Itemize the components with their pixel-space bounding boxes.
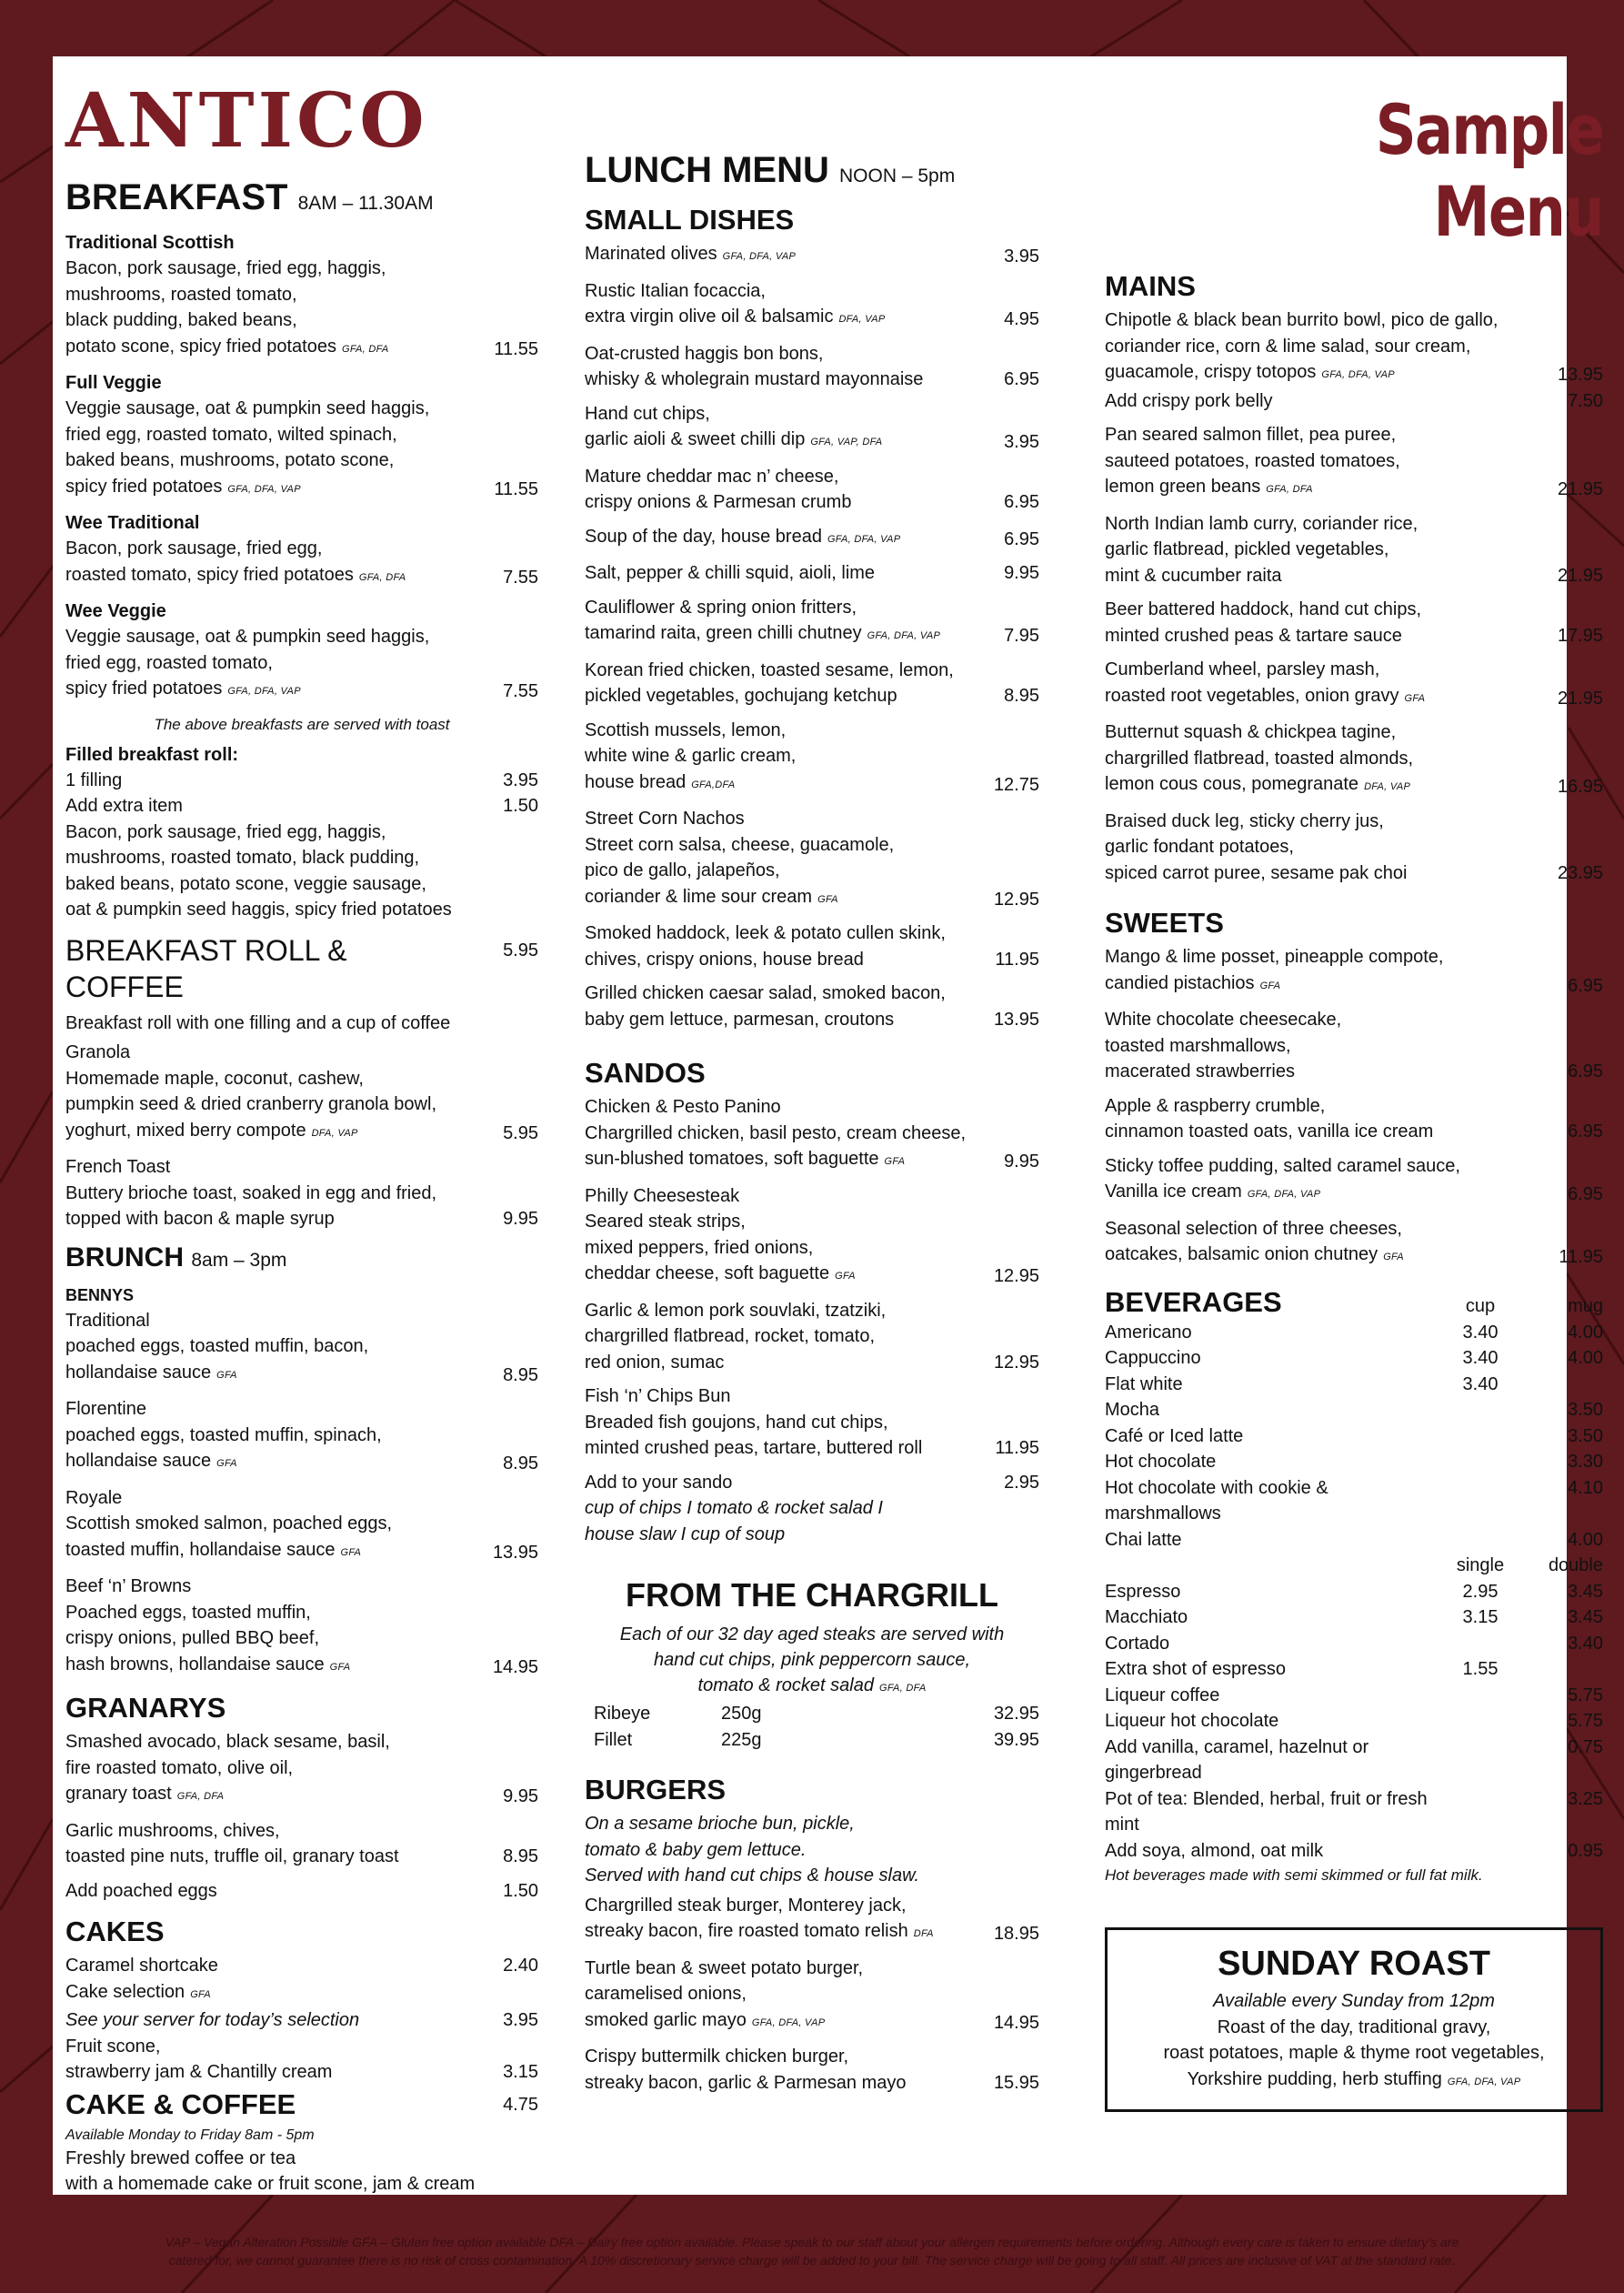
menu-line: coriander rice, corn & lime salad, sour cream, [1105, 336, 1471, 357]
menu-item [585, 1383, 1039, 1462]
bennys-label: BENNYS [65, 1285, 135, 1304]
menu-item [585, 278, 1039, 333]
menu-line: sun-blushed tomatoes, soft baguette GFA 9.95 [585, 1149, 1039, 1172]
menu-line: Buttery brioche toast, soaked in egg and fried, [65, 1182, 437, 1203]
steak-row: Fillet 225g 39.95 [594, 1729, 1039, 1750]
menu-line: Marinated olives GFA, DFA, VAP 3.95 [585, 244, 1039, 267]
menu-line: toasted pine nuts, truffle oil, granary toast 8.95 [65, 1846, 538, 1866]
menu-line: Fish ‘n’ Chips Bun [585, 1386, 731, 1406]
small-dishes-items [585, 241, 1039, 1032]
menu-item [1105, 1093, 1603, 1145]
granarys-title: GRANARYS [65, 1692, 226, 1724]
beverage-row: Cappuccino 3.40 4.00 [1105, 1348, 1603, 1368]
menu-item [1105, 944, 1603, 999]
beverage-row: Mocha 3.50 [1105, 1400, 1603, 1420]
menu-line: pico de gallo, jalapeños, [585, 860, 780, 880]
brunch-title: BRUNCH 8am – 3pm [65, 1242, 287, 1272]
column-left: ANTICO BREAKFAST 8AM – 11.30AM Traditional Scottish Bacon, pork sausage, fried egg, haggis, mushrooms, roasted tomato, black pudding, baked beans, potato scone, spicy fried potatoes GFA, DFA 11.55 Full Veggie Veggie sausage, oat & pumpkin seed haggis, fried egg, roasted tomato, wilted spinach, baked beans, mushrooms, potato scone, spicy fried potatoes GFA, DFA, VAP 11.55 Wee Traditional Bacon, pork sausage, fried egg, roasted tomato, spicy fried potatoes GFA, DFA 7.55 Wee Veggie Veggie sausage, oat & pumpkin seed haggis, fried egg, roasted tomato, spicy fried potatoes GFA, DFA, VAP 7.55 The above breakfasts are served with toast Filled breakfast roll: 1 filling 3.95 Add extra item 1.50 Bacon, pork sausage, fried egg, haggis, mushrooms, roasted tomato, black pudding, baked beans, potato scone, veggie sausage, oat & pumpkin seed haggis, spicy fried potatoes BREAKFAST ROLL & COFFEE 5.95 Breakfast roll with one filling and a cup of coffee Granola Homemade maple, coconut, cashew, pumpkin seed & dried cranberry granola bowl, yoghurt, mixed berry compote DFA, VAP 5.95 French Toast Buttery brioche toast, soaked in egg and fried, topped with bacon & maple syrup 9.95 BRUNCH 8am – 3pm BENNYS Traditional poached eggs, toasted muffin, bacon, hollandaise sauce GFA 8.95 Florentine poached eggs, toasted muffin, spinach, hollandaise sauce GFA 8.95 Royale Scottish smoked salmon, poached eggs, toasted muffin, hollandaise sauce GFA 13.95 Beef ‘n’ Browns Poached eggs, toasted muffin, crispy onions, pulled BBQ beef, hash browns, hollandaise sauce GFA 14.95 GRANARYS Smashed avocado, black sesame, basil, fire roasted tomato, olive oil, granary toast GFA, DFA 9.95 Garlic mushrooms, chives, toasted pine nuts, truffle oil, granary toast 8.95 Add poached eggs 1.50 CAKES Caramel shortcake 2.40 Cake selection GFA See your server for today’s selection 3.95 Fruit scone, strawberry jam & Chantilly cream 3.15 CAKE & COFFEE 4.75 Available Monday to Friday 8am - 5pm Freshly brewed coffee or tea with a homemade cake or fruit scone, jam & cream [65, 77, 538, 2194]
menu-item [1105, 719, 1603, 800]
beverage-row: Add soya, almond, oat milk 0.95 [1105, 1840, 1603, 1861]
beverage-row: Chai latte 4.00 [1105, 1529, 1603, 1550]
beverage-note: Hot beverages made with semi skimmed or full fat milk. [1105, 1866, 1483, 1884]
menu-line: Apple & raspberry crumble, [1105, 1095, 1326, 1116]
menu-line: Veggie sausage, oat & pumpkin seed haggis, [65, 627, 430, 647]
burgers-title: BURGERS [585, 1774, 727, 1805]
menu-line: spicy fried potatoes GFA, DFA, VAP 11.55 [65, 476, 538, 499]
menu-line: baked beans, mushrooms, potato scone, [65, 450, 395, 470]
menu-line: mushrooms, roasted tomato, [65, 284, 297, 305]
menu-line: Philly Cheesesteak [585, 1185, 740, 1206]
column-middle: LUNCH MENU NOON – 5pm SMALL DISHES Marinated olives GFA, DFA, VAP 3.95 Rustic Italian focaccia, extra virgin olive oil & balsamic DFA, VAP 4.95 Oat-crusted haggis bon bons, whisky & wholegrain mustard mayonnaise 6.95 Hand cut chips, garlic aioli & sweet chilli dip GFA, VAP, DFA 3.95 Mature cheddar mac n’ cheese, crispy onions & Parmesan crumb 6.95 Soup of the day, house bread GFA, DFA, VAP 6.95 Salt, pepper & chilli squid, aioli, lime 9.95 Cauliflower & spring onion fritters, tamarind raita, green chilli chutney GFA, DFA, VAP 7.95 Korean fried chicken, toasted sesame, lemon, pickled vegetables, gochujang ketchup 8.95 Scottish mussels, lemon, white wine & garlic cream, house bread GFA,DFA 12.75 Street Corn Nachos Street corn salsa, cheese, guacamole, pico de gallo, jalapeños, coriander & lime sour cream GFA 12.95 Smoked haddock, leek & potato cullen skink, chives, crispy onions, house bread 11.95 Grilled chicken caesar salad, smoked bacon, baby gem lettuce, parmesan, croutons 13.95 SANDOS Chicken & Pesto Panino Chargrilled chicken, basil pesto, cream cheese, sun-blushed tomatoes, soft baguette GFA 9.95 Philly Cheesesteak Seared steak strips, mixed peppers, fried onions, cheddar cheese, soft baguette GFA 12.95 Garlic & lemon pork souvlaki, tzatziki, chargrilled flatbread, rocket, tomato, red onion, sumac 12.95 Fish ‘n’ Chips Bun Breaded fish goujons, hand cut chips, minted crushed peas, tartare, buttered roll 11.95 Add to your sando 2.95 cup of chips I tomato & rocket salad I house slaw I cup of soup FROM THE CHARGRILL Each of our 32 day aged steaks are served with hand cut chips, pink peppercorn sauce, tomato & rocket salad GFA, DFA Ribeye 250g 32.95 Fillet 225g 39.95 BURGERS On a sesame brioche bun, pickle, tomato & baby gem lettuce. Served with hand cut chips & house slaw. Chargrilled steak burger, Monterey jack, streaky bacon, fire roasted tomato relish DFA 18.95 Turtle bean & sweet potato burger, caramelised onions, smoked garlic mayo GFA, DFA, VAP 14.95 Crispy buttermilk chicken burger, streaky bacon, garlic & Parmesan mayo 15.95 [585, 140, 1039, 2104]
menu-item [585, 806, 1039, 912]
menu-line: Scottish mussels, lemon, [585, 719, 787, 740]
menu-line: guacamole, crispy totopos GFA, DFA, VAP 13.95 [1105, 362, 1603, 385]
menu-line: extra virgin olive oil & balsamic DFA, VAP 4.95 [585, 307, 1039, 329]
menu-item [585, 524, 1039, 553]
menu-line: Seared steak strips, [585, 1212, 746, 1232]
menu-line: chargrilled flatbread, toasted almonds, [1105, 748, 1414, 769]
menu-line: Scottish smoked salmon, poached eggs, [65, 1514, 393, 1534]
menu-line: Add crispy pork belly 7.50 [1105, 390, 1603, 411]
menu-line: pickled vegetables, gochujang ketchup 8.95 [585, 686, 1039, 706]
brunch-items [65, 1308, 538, 1681]
sweets-items [1105, 944, 1603, 1271]
menu-line: hash browns, hollandaise sauce GFA 14.95 [65, 1654, 538, 1677]
menu-line: cinnamon toasted oats, vanilla ice cream 6.95 [1105, 1121, 1603, 1141]
menu-item [585, 718, 1039, 799]
menu-item [585, 1956, 1039, 2037]
menu-line: granary toast GFA, DFA 9.95 [65, 1784, 538, 1806]
beverages-rows-a [1105, 1320, 1603, 1554]
burger-items [585, 1893, 1039, 2097]
menu-item [1105, 307, 1603, 414]
menu-item [585, 560, 1039, 587]
menu-item [585, 595, 1039, 649]
menu-line: Chipotle & black bean burrito bowl, pico de gallo, [1105, 310, 1499, 330]
menu-item [65, 1818, 538, 1870]
menu-line: garlic flatbread, pickled vegetables, [1105, 539, 1389, 559]
menu-item [1105, 657, 1603, 711]
menu-line: Garlic & lemon pork souvlaki, tzatziki, [585, 1300, 887, 1321]
menu-line: crispy onions, pulled BBQ beef, [65, 1628, 320, 1648]
allergen-footer: VAP – Vegan Alteration Possible GFA – Gluten free option available DFA – Dairy free option available. Please speak to our staff about your allergen requirements before ordering. Although every care is taken to ensure dietary’s are catered for, we cannot guarantee there is no risk of cross contamination. A 10% discretionary service charge will be added to your bill. The service charge will be going to all staff. All prices are inclusive of VAT at the standard rate. [165, 2235, 1459, 2268]
menu-line: Mature cheddar mac n’ cheese, [585, 466, 839, 487]
menu-line: mixed peppers, fried onions, [585, 1237, 814, 1258]
menu-item: Royale Scottish smoked salmon, poached eggs, toasted muffin, hollandaise sauce GFA 13.95 [65, 1485, 538, 1566]
menu-line: garlic aioli & sweet chilli dip GFA, VAP, DFA 3.95 [585, 429, 1039, 452]
menu-line: Chargrilled chicken, basil pesto, cream cheese, [585, 1122, 967, 1143]
menu-line: Veggie sausage, oat & pumpkin seed haggis, [65, 398, 430, 418]
menu-line: smoked garlic mayo GFA, DFA, VAP 14.95 [585, 2009, 1039, 2033]
logo: ANTICO [65, 77, 428, 165]
menu-line: Hand cut chips, [585, 403, 710, 424]
beverage-row: Espresso 2.95 3.45 [1105, 1581, 1603, 1602]
menu-item [1105, 511, 1603, 589]
menu-line: baby gem lettuce, parmesan, croutons 13.95 [585, 1009, 1039, 1030]
menu-line: mint & cucumber raita 21.95 [1105, 565, 1603, 586]
menu-item [585, 658, 1039, 709]
beverage-row: Hot chocolate 3.30 [1105, 1452, 1603, 1472]
menu-line: house bread GFA,DFA 12.75 [585, 771, 1039, 795]
menu-item [585, 341, 1039, 393]
menu-item [585, 1094, 1039, 1175]
menu-line: Oat-crusted haggis bon bons, [585, 343, 824, 364]
menu-line: chargrilled flatbread, rocket, tomato, [585, 1326, 876, 1346]
menu-line: Smashed avocado, black sesame, basil, [65, 1732, 390, 1752]
breakfast-items [65, 230, 538, 705]
menu-line: Korean fried chicken, toasted sesame, lemon, [585, 659, 954, 680]
menu-line: Mango & lime posset, pineapple compote, [1105, 947, 1444, 967]
beverage-row: Macchiato 3.15 3.45 [1105, 1607, 1603, 1627]
menu-line: Vanilla ice cream GFA, DFA, VAP 6.95 [1105, 1182, 1603, 1204]
menu-item: Wee Veggie Veggie sausage, oat & pumpkin seed haggis, fried egg, roasted tomato, spicy fried potatoes GFA, DFA, VAP 7.55 [65, 598, 538, 705]
menu-line: tamarind raita, green chilli chutney GFA, DFA, VAP 7.95 [585, 623, 1039, 646]
menu-line: mushrooms, roasted tomato, black pudding, [65, 848, 420, 868]
menu-item [585, 1893, 1039, 1947]
menu-line: sauteed potatoes, roasted tomatoes, [1105, 450, 1400, 471]
menu-line: spiced carrot puree, sesame pak choi 23.95 [1105, 862, 1603, 883]
menu-line: Poached eggs, toasted muffin, [65, 1602, 311, 1623]
mains-items [1105, 307, 1603, 886]
sunday-roast-box: SUNDAY ROAST Available every Sunday from 12pm Roast of the day, traditional gravy, roast potatoes, maple & thyme root vegetables, Yorkshire pudding, herb stuffing GFA, DFA, VAP [1105, 1927, 1603, 2112]
roll-coffee-desc: Breakfast roll with one filling and a cup of coffee [65, 1012, 451, 1033]
menu-line: roasted root vegetables, onion gravy GFA 21.95 [1105, 685, 1603, 709]
menu-line: poached eggs, toasted muffin, spinach, [65, 1424, 382, 1445]
cake-coffee-title: CAKE & COFFEE 4.75 [65, 2087, 538, 2120]
beverage-row: Add vanilla, caramel, hazelnut or gingerbread 0.75 [1105, 1736, 1603, 1783]
sunday-roast-title: SUNDAY ROAST [1218, 1945, 1490, 1983]
menu-line: White chocolate cheesecake, [1105, 1010, 1342, 1030]
lunch-title: LUNCH MENU NOON – 5pm [585, 150, 956, 190]
sando-items [585, 1094, 1039, 1462]
menu-line: North Indian lamb curry, coriander rice, [1105, 513, 1418, 534]
menu-line: Braised duck leg, sticky cherry jus, [1105, 810, 1384, 831]
menu-line: chives, crispy onions, house bread 11.95 [585, 949, 1039, 970]
menu-line: streaky bacon, fire roasted tomato relish DFA 18.95 [585, 1921, 1039, 1944]
menu-item [585, 401, 1039, 456]
menu-line: Smoked haddock, leek & potato cullen skink, [585, 923, 946, 943]
menu-line: Sticky toffee pudding, salted caramel sauce, [1105, 1155, 1460, 1176]
menu-line: Beer battered haddock, hand cut chips, [1105, 599, 1422, 619]
cakes-title: CAKES [65, 1916, 165, 1947]
roll-coffee-title: BREAKFAST ROLL & COFFEE 5.95 [65, 933, 538, 1003]
menu-line: Seasonal selection of three cheeses, [1105, 1218, 1402, 1239]
menu-item [585, 1298, 1039, 1376]
menu-line: Turtle bean & sweet potato burger, [585, 1957, 864, 1978]
menu-sheet [53, 56, 1603, 2195]
menu-line: pumpkin seed & dried cranberry granola bowl, [65, 1094, 436, 1114]
menu-line: Chargrilled steak burger, Monterey jack, [585, 1895, 907, 1916]
column-right [1105, 82, 1603, 2112]
poached-eggs-addon: Add poached eggs 1.50 [65, 1880, 538, 1901]
menu-line: Bacon, pork sausage, fried egg, haggis, [65, 258, 386, 278]
menu-item [65, 1729, 538, 1810]
menu-item: Florentine poached eggs, toasted muffin, spinach, hollandaise sauce GFA 8.95 [65, 1396, 538, 1477]
menu-line: whisky & wholegrain mustard mayonnaise 6.95 [585, 369, 1039, 389]
menu-line: Rustic Italian focaccia, [585, 280, 766, 301]
menu-line: Pan seared salmon fillet, pea puree, [1105, 425, 1397, 445]
menu-line: lemon green beans GFA, DFA 21.95 [1105, 477, 1603, 499]
menu-line: crispy onions & Parmesan crumb 6.95 [585, 492, 1039, 512]
menu-line: fire roasted tomato, olive oil, [65, 1757, 294, 1778]
breakfast-roll: Filled breakfast roll: 1 filling 3.95 Add extra item 1.50 Bacon, pork sausage, fried egg, haggis, mushrooms, roasted tomato, black pudding, baked beans, potato scone, veggie sausage, oat & pumpkin seed haggis, spicy fried potatoes [65, 742, 538, 923]
menu-line: oat & pumpkin seed haggis, spicy fried potatoes [65, 900, 452, 920]
menu-line: Salt, pepper & chilli squid, aioli, lime 9.95 [585, 563, 1039, 583]
granary-items [65, 1729, 538, 1870]
menu-line: Soup of the day, house bread GFA, DFA, VAP 6.95 [585, 526, 1039, 549]
beverage-row: Extra shot of espresso 1.55 [1105, 1659, 1499, 1679]
menu-item [585, 241, 1039, 270]
menu-line: cheddar cheese, soft baguette GFA 12.95 [585, 1263, 1039, 1286]
menu-line: Grilled chicken caesar salad, smoked bacon, [585, 983, 946, 1003]
menu-line: fried egg, roasted tomato, [65, 652, 273, 673]
menu-item: Beef ‘n’ Browns Poached eggs, toasted muffin, crispy onions, pulled BBQ beef, hash browns, hollandaise sauce GFA 14.95 [65, 1574, 538, 1680]
menu-line: Homemade maple, coconut, cashew, [65, 1068, 364, 1089]
menu-line: Chicken & Pesto Panino [585, 1097, 781, 1117]
sando-addon: Add to your sando 2.95 [585, 1472, 1039, 1493]
menu-line: hollandaise sauce GFA 8.95 [65, 1362, 538, 1385]
menu-line: Garlic mushrooms, chives, [65, 1820, 280, 1841]
menu-line: Street corn salsa, cheese, guacamole, [585, 834, 895, 855]
menu-line: minted crushed peas & tartare sauce 17.95 [1105, 625, 1603, 646]
menu-item [1105, 597, 1603, 649]
menu-line: Bacon, pork sausage, fried egg, haggis, [65, 821, 386, 842]
menu-line: garlic fondant potatoes, [1105, 837, 1294, 857]
menu-line: Bacon, pork sausage, fried egg, [65, 538, 323, 558]
beverage-row: Cortado 3.40 [1105, 1633, 1603, 1654]
chargrill-title: FROM THE CHARGRILL [626, 1576, 998, 1614]
beverage-row: Liqueur hot chocolate 5.75 [1105, 1711, 1603, 1731]
menu-item: Wee Traditional Bacon, pork sausage, fried egg, roasted tomato, spicy fried potatoes GFA, DFA 7.55 [65, 510, 538, 590]
sample-menu-title: Sample Menu [1375, 89, 1603, 252]
menu-line: white wine & garlic cream, [585, 746, 797, 766]
menu-item [1105, 809, 1603, 887]
beverages-rows-b [1105, 1579, 1603, 1865]
beverage-row: Flat white 3.40 [1105, 1373, 1499, 1394]
menu-line: macerated strawberries 6.95 [1105, 1061, 1603, 1081]
menu-line: yoghurt, mixed berry compote DFA, VAP 5.95 [65, 1120, 538, 1143]
menu-line: Cauliflower & spring onion fritters, [585, 597, 857, 618]
menu-item [585, 920, 1039, 972]
menu-item: Full Veggie Veggie sausage, oat & pumpkin seed haggis, fried egg, roasted tomato, wilted spinach, baked beans, mushrooms, potato scone, spicy fried potatoes GFA, DFA, VAP 11.55 [65, 370, 538, 502]
menu-item [585, 981, 1039, 1032]
menu-line: fried egg, roasted tomato, wilted spinach, [65, 424, 397, 445]
small-dishes-title: SMALL DISHES [585, 204, 795, 236]
menu-line: black pudding, baked beans, [65, 310, 297, 330]
menu-line: roasted tomato, spicy fried potatoes GFA, DFA 7.55 [65, 564, 538, 588]
steak-rows [585, 1701, 1039, 1753]
sandos-title: SANDOS [585, 1057, 706, 1089]
menu-line: streaky bacon, garlic & Parmesan mayo 15.95 [585, 2072, 1039, 2093]
menu-line: toasted marshmallows, [1105, 1035, 1291, 1056]
menu-line: Street Corn Nachos [585, 809, 745, 829]
beverage-row: Pot of tea: Blended, herbal, fruit or fresh mint 3.25 [1105, 1788, 1603, 1835]
menu-line: oatcakes, balsamic onion chutney GFA 11.95 [1105, 1244, 1603, 1267]
menu-line: Crispy buttermilk chicken burger, [585, 2047, 849, 2067]
menu-item [585, 1183, 1039, 1290]
menu-line: topped with bacon & maple syrup 9.95 [65, 1209, 538, 1229]
menu-item [585, 2044, 1039, 2096]
menu-item [1105, 1007, 1603, 1085]
breakfast-title: BREAKFAST 8AM – 11.30AM [65, 177, 434, 217]
beverages-subheader: single double [1456, 1555, 1603, 1575]
toast-note: The above breakfasts are served with toast [154, 715, 450, 733]
menu-item: Traditional poached eggs, toasted muffin, bacon, hollandaise sauce GFA 8.95 [65, 1308, 538, 1389]
menu-item [1105, 1153, 1603, 1208]
beverages-header: BEVERAGES cup mug [1105, 1285, 1603, 1318]
menu-line: Cumberland wheel, parsley mash, [1105, 659, 1380, 679]
menu-item [1105, 422, 1603, 503]
menu-line: caramelised onions, [585, 1984, 747, 2004]
menu-item [585, 464, 1039, 516]
menu-line: baked beans, potato scone, veggie sausage, [65, 873, 426, 894]
menu-line: Breaded fish goujons, hand cut chips, [585, 1412, 888, 1433]
beverage-row: Americano 3.40 4.00 [1105, 1322, 1603, 1343]
sweets-title: SWEETS [1105, 907, 1224, 939]
menu-line: spicy fried potatoes GFA, DFA, VAP 7.55 [65, 679, 538, 701]
menu-item: Traditional Scottish Bacon, pork sausage, fried egg, haggis, mushrooms, roasted tomato, black pudding, baked beans, potato scone, spicy fried potatoes GFA, DFA 11.55 [65, 230, 538, 362]
menu-line: candied pistachios GFA 6.95 [1105, 972, 1603, 996]
menu-line: toasted muffin, hollandaise sauce GFA 13.95 [65, 1539, 538, 1563]
beverage-row: Café or Iced latte 3.50 [1105, 1425, 1603, 1446]
menu-line: lemon cous cous, pomegranate DFA, VAP 16.95 [1105, 774, 1603, 797]
mains-title: MAINS [1105, 270, 1196, 302]
beverage-row: Liqueur coffee 5.75 [1105, 1685, 1603, 1705]
menu-line: poached eggs, toasted muffin, bacon, [65, 1336, 369, 1356]
menu-item [1105, 1216, 1603, 1271]
steak-row: Ribeye 250g 32.95 [594, 1704, 1039, 1724]
granola: Granola Homemade maple, coconut, cashew, pumpkin seed & dried cranberry granola bowl, yoghurt, mixed berry compote DFA, VAP 5.95 [65, 1040, 538, 1146]
menu-line: Butternut squash & chickpea tagine, [1105, 722, 1397, 742]
menu-line: hollandaise sauce GFA 8.95 [65, 1451, 538, 1473]
french-toast: French Toast Buttery brioche toast, soaked in egg and fried, topped with bacon & maple syrup 9.95 [65, 1154, 538, 1232]
beverage-row: Hot chocolate with cookie & marshmallows 4.10 [1105, 1477, 1603, 1524]
menu-line: red onion, sumac 12.95 [585, 1352, 1039, 1373]
menu-line: potato scone, spicy fried potatoes GFA, DFA 11.55 [65, 336, 538, 359]
menu-line: minted crushed peas, tartare, buttered roll 11.95 [585, 1438, 1039, 1458]
menu-line: coriander & lime sour cream GFA 12.95 [585, 886, 1039, 910]
